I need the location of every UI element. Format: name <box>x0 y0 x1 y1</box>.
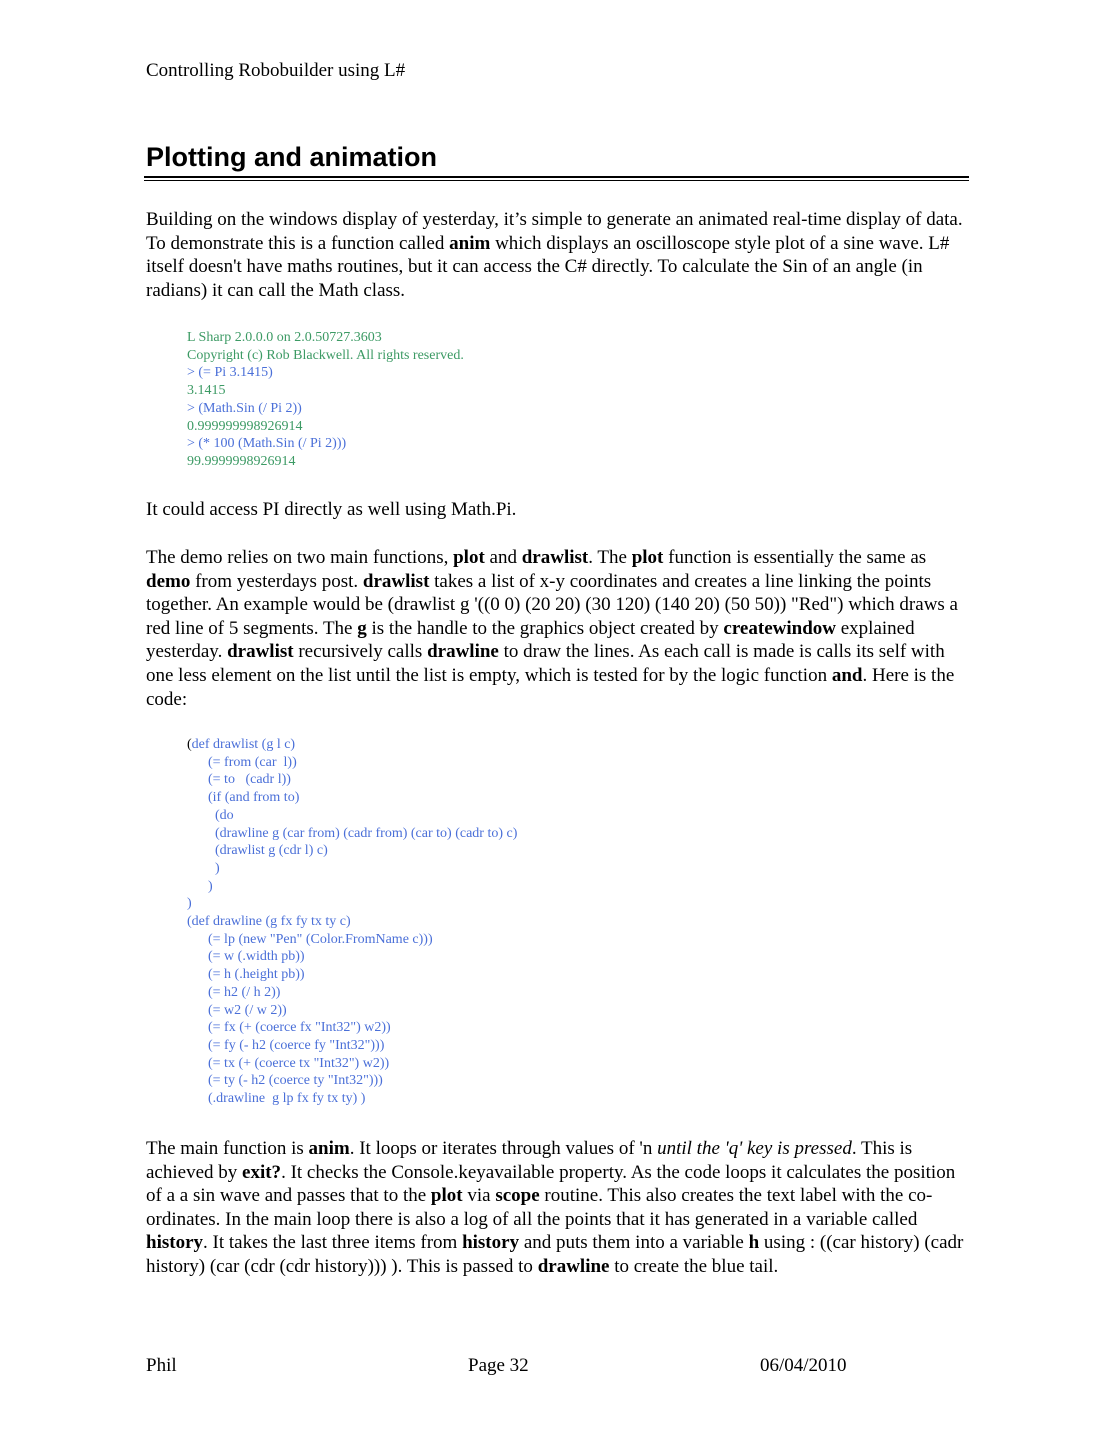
code-line: ) <box>187 878 213 894</box>
console-output-line: 99.9999998926914 <box>187 453 296 469</box>
code-line: (do <box>187 807 234 823</box>
text-run: Building on the windows display of yesterday, it’s simple to generate an animated real-time display of data. To demonstrate this is a function called <box>146 209 963 254</box>
section-heading: Plotting and animation <box>146 142 437 172</box>
drawlist-explanation-paragraph <box>146 546 971 711</box>
bold-term: drawline <box>537 1255 610 1277</box>
code-listing <box>187 736 517 1108</box>
text-run: to create the blue tail. <box>609 1255 779 1277</box>
text-run: recursively calls <box>293 641 428 663</box>
console-output-line: 3.1415 <box>187 383 226 399</box>
bold-term: createwindow <box>723 617 836 639</box>
console-output-line: 0.999999998926914 <box>187 418 303 434</box>
text-run: using : ((car history) (cadr history) (car (cdr (cdr history))) ). This is passed to <box>146 1232 964 1277</box>
bold-term: plot <box>453 547 485 568</box>
anim-explanation-paragraph <box>146 1137 971 1279</box>
bold-term: history <box>462 1232 520 1254</box>
text-run: via <box>462 1185 496 1207</box>
text-run: and puts them into a variable <box>519 1232 749 1254</box>
bold-term: drawlist <box>362 570 430 592</box>
text-run: which displays an oscilloscope style plot of a sine wave. L# itself doesn't have maths routines, but it can access the C# directly. To calculate the Sin of an angle (in radians) it can call the Math class. <box>146 232 950 301</box>
bold-term: plot <box>631 547 664 568</box>
console-input-line: > (= Pi 3.1415) <box>187 365 273 381</box>
text-run: . The <box>588 547 632 568</box>
code-line: (= w2 (/ w 2)) <box>187 1002 287 1018</box>
console-transcript <box>187 329 464 471</box>
code-line: (= to (cadr l)) <box>187 772 291 788</box>
text-run: The demo relies on two main functions, <box>146 547 454 568</box>
intro-paragraph <box>146 208 971 302</box>
console-output-line: L Sharp 2.0.0.0 on 2.0.50727.3603 <box>187 330 382 345</box>
text-run: is the handle to the graphics object created by <box>366 617 724 639</box>
text-run: . It checks the Console.keyavailable property. As the code loops it calculates the position of a a sin wave and passes that to the <box>146 1161 956 1207</box>
bold-term: exit? <box>242 1161 282 1183</box>
bold-term: anim <box>449 232 491 254</box>
code-line: (= from (car l)) <box>187 754 297 770</box>
bold-term: demo <box>146 570 191 592</box>
code-line: (= tx (+ (coerce tx "Int32") w2)) <box>187 1055 390 1071</box>
text-run: . Here is the code: <box>146 664 955 710</box>
italic-phrase: until the 'q' key is pressed <box>657 1138 852 1159</box>
text-run: explained yesterday. <box>146 617 915 663</box>
bold-term: g <box>357 617 367 639</box>
code-line: (= lp (new "Pen" (Color.FromName c))) <box>187 931 433 947</box>
code-line: (.drawline g lp fx fy tx ty) ) <box>187 1091 366 1107</box>
code-line: (drawlist g (cdr l) c) <box>187 843 328 859</box>
code-line: (if (and from to) <box>187 790 300 806</box>
console-output-line: Copyright (c) Rob Blackwell. All rights reserved. <box>187 347 464 363</box>
bold-term: drawline <box>427 641 499 663</box>
text-run: to draw the lines. As each call is made is calls its self with one less element on the list until the list is empty, which is tested for by the logic function <box>146 641 945 686</box>
footer-page-number: Page 32 <box>468 1355 529 1376</box>
code-line: ) <box>187 896 192 912</box>
bold-term: anim <box>308 1138 350 1159</box>
footer-author: Phil <box>146 1355 177 1376</box>
text-run: routine. This also creates the text label with the co-ordinates. In the main loop there is also a log of all the points that it has generated in a variable called <box>146 1185 933 1230</box>
code-line: (= h (.height pb)) <box>187 967 305 983</box>
code-line: (= fx (+ (coerce fx "Int32") w2)) <box>187 1020 391 1036</box>
math-pi-paragraph: It could access PI directly as well using Math.Pi. <box>146 499 517 520</box>
text-run: from yesterdays post. <box>190 570 363 592</box>
bold-term: h <box>748 1232 760 1254</box>
text-run: function is essentially the same as <box>663 547 927 568</box>
bold-term: scope <box>495 1185 540 1207</box>
text-run: and <box>484 547 522 568</box>
heading-double-rule <box>144 176 969 181</box>
code-line: (= h2 (/ h 2)) <box>187 984 281 1000</box>
bold-term: plot <box>430 1185 463 1207</box>
console-input-line: > (Math.Sin (/ Pi 2)) <box>187 400 302 416</box>
text-run: The main function is <box>146 1138 309 1159</box>
text-run: . It takes the last three items from <box>203 1232 463 1254</box>
text-run: . This is achieved by <box>146 1138 913 1183</box>
running-header: Controlling Robobuilder using L# <box>146 60 406 81</box>
bold-term: drawlist <box>227 641 294 663</box>
code-line: (def drawline (g fx fy tx ty c) <box>187 914 351 930</box>
code-line: (= ty (- h2 (coerce ty "Int32"))) <box>187 1073 383 1089</box>
console-input-line: > (* 100 (Math.Sin (/ Pi 2))) <box>187 436 347 452</box>
bold-term: drawlist <box>521 547 589 568</box>
code-line: (def drawlist (g l c) <box>187 737 296 752</box>
text-run: . It loops or iterates through values of 'n <box>349 1138 658 1159</box>
code-line: (= fy (- h2 (coerce fy "Int32"))) <box>187 1037 385 1053</box>
code-line: (drawline g (car from) (cadr from) (car to) (cadr to) c) <box>187 825 518 841</box>
bold-term: history <box>146 1232 203 1254</box>
footer-date: 06/04/2010 <box>760 1355 847 1376</box>
code-line: ) <box>187 860 220 876</box>
bold-term: and <box>831 664 863 686</box>
text-run: takes a list of x-y coordinates and creates a line linking the points together. An example would be (drawlist g '((0 0) (20 20) (30 120) (140 20) (50 50)) "Red") which draws a red line of 5 segments. The <box>146 570 958 639</box>
code-line: (= w (.width pb)) <box>187 949 305 965</box>
